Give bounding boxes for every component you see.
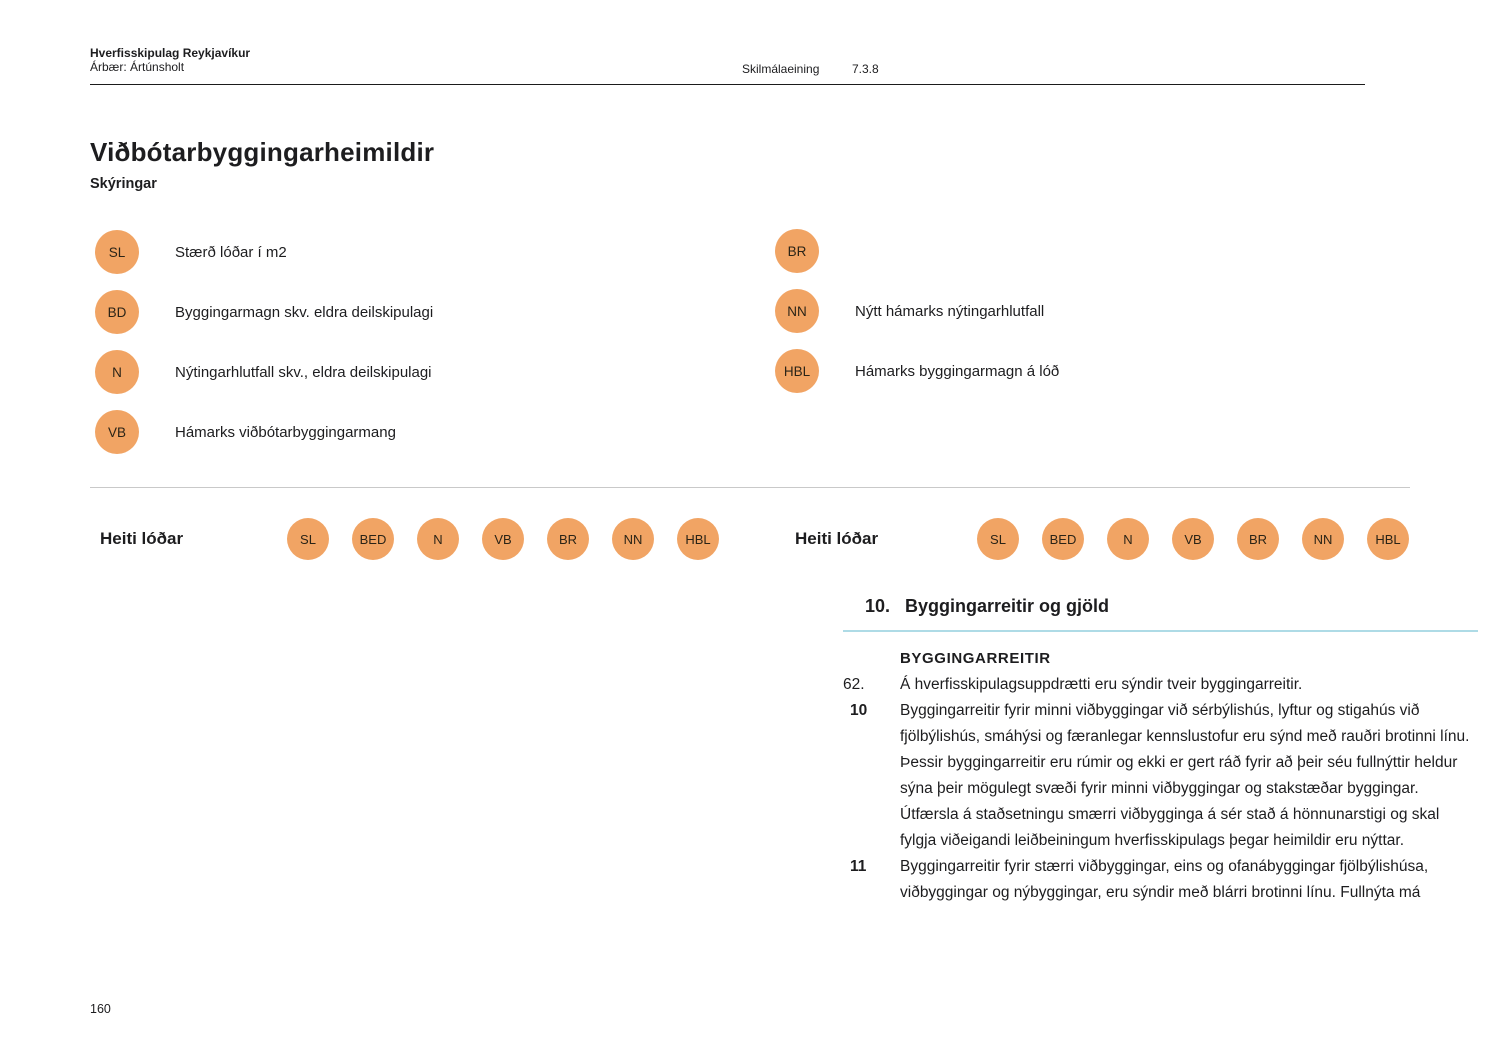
list-item	[843, 698, 1478, 854]
plot-column-badges	[977, 518, 1409, 560]
document-header	[90, 46, 250, 74]
section-divider	[90, 487, 1410, 488]
column-badge-vb: VB	[482, 518, 524, 560]
legend-item	[95, 290, 433, 334]
column-badge-vb: VB	[1172, 518, 1214, 560]
legend-badge-hbl: HBL	[775, 349, 819, 393]
legend-right-column	[775, 229, 1059, 409]
header-section-label: Skilmálaeining	[742, 62, 820, 76]
legend-left-column	[95, 230, 433, 470]
legend-badge-br: BR	[775, 229, 819, 273]
header-rule	[90, 84, 1365, 85]
legend-item	[775, 229, 1059, 273]
legend-label: Hámarks byggingarmagn á lóð	[855, 362, 1060, 380]
legend-item	[95, 350, 433, 394]
legend-subtitle: Skýringar	[90, 176, 157, 192]
header-district: Árbær: Ártúnsholt	[90, 60, 185, 74]
legend-item	[775, 349, 1059, 393]
list-item-number: 11	[850, 858, 867, 875]
section-number: 10.	[865, 596, 891, 616]
legend-label: Hámarks viðbótarbyggingarmang	[175, 423, 396, 441]
header-section-number: 7.3.8	[852, 62, 879, 76]
list-item-number: 10	[850, 702, 868, 719]
page-title: Viðbótarbyggingarheimildir	[90, 137, 435, 167]
legend-badge-vb: VB	[95, 410, 139, 454]
column-badge-br: BR	[547, 518, 589, 560]
legend-badge-n: N	[95, 350, 139, 394]
column-badge-nn: NN	[1302, 518, 1344, 560]
section-heading-underline	[843, 630, 1478, 632]
list-item-text: Byggingarreitir fyrir stærri viðbyggingar, eins og ofanábyggingar fjölbýlishúsa, viðbyggingar og nýbyggingar, eru sýndir með blárri brotinni línu. Fullnýta má	[900, 858, 1429, 901]
plot-row-label: Heiti lóðar	[100, 529, 184, 548]
plot-row-label: Heiti lóðar	[795, 529, 879, 548]
section-byggingarreitir	[843, 594, 1478, 906]
column-badge-sl: SL	[977, 518, 1019, 560]
legend-badge-bd: BD	[95, 290, 139, 334]
column-badge-bed: BED	[352, 518, 394, 560]
list-item	[843, 854, 1478, 906]
list-item	[843, 672, 1478, 698]
legend-item	[95, 230, 433, 274]
legend-label: Nýtt hámarks nýtingarhlutfall	[855, 302, 1045, 320]
legend-item	[775, 289, 1059, 333]
column-badge-n: N	[417, 518, 459, 560]
legend-label: Nýtingarhlutfall skv., eldra deilskipulagi	[175, 363, 432, 381]
column-badge-sl: SL	[287, 518, 329, 560]
legend-badge-nn: NN	[775, 289, 819, 333]
column-badge-hbl: HBL	[677, 518, 719, 560]
column-badge-hbl: HBL	[1367, 518, 1409, 560]
legend-badge-sl: SL	[95, 230, 139, 274]
list-item-text: Á hverfisskipulagsuppdrætti eru sýndir tveir byggingarreitir.	[900, 676, 1303, 693]
list-item-number: 62.	[843, 676, 865, 693]
legend-label: Byggingarmagn skv. eldra deilskipulagi	[175, 303, 434, 321]
legend-label: Stærð lóðar í m2	[175, 243, 287, 261]
section-title: Byggingarreitir og gjöld	[905, 596, 1110, 616]
column-badge-n: N	[1107, 518, 1149, 560]
list-item-text: Byggingarreitir fyrir minni viðbyggingar við sérbýlishús, lyftur og stigahús við fjölbýlishús, smáhýsi og færanlegar kennslustofur eru sýnd með rauðri brotinni línu. Þessir byggingarreitir eru rúmir og ekki er gert ráð fyrir að þeir séu fullnýttir heldur sýna þeir mögulegt svæði fyrir minni viðbyggingar og stakstæðar byggingar. Útfærsla á staðsetningu smærri viðbygginga á sér stað á hönnunarstigi og skal fylgja viðeigandi leiðbeiningum hverfisskipulags þegar heimildir eru nýttar.	[900, 702, 1470, 849]
column-badge-bed: BED	[1042, 518, 1084, 560]
column-badge-nn: NN	[612, 518, 654, 560]
section-heading	[843, 594, 1478, 618]
plot-header-row-right	[795, 518, 1409, 560]
legend-item	[95, 410, 433, 454]
header-org: Hverfisskipulag Reykjavíkur	[90, 46, 251, 60]
plot-column-badges	[287, 518, 719, 560]
page-number: 160	[90, 1002, 111, 1016]
column-badge-br: BR	[1237, 518, 1279, 560]
plot-header-row-left	[90, 518, 719, 560]
section-subheading: BYGGINGARREITIR	[900, 650, 1051, 667]
